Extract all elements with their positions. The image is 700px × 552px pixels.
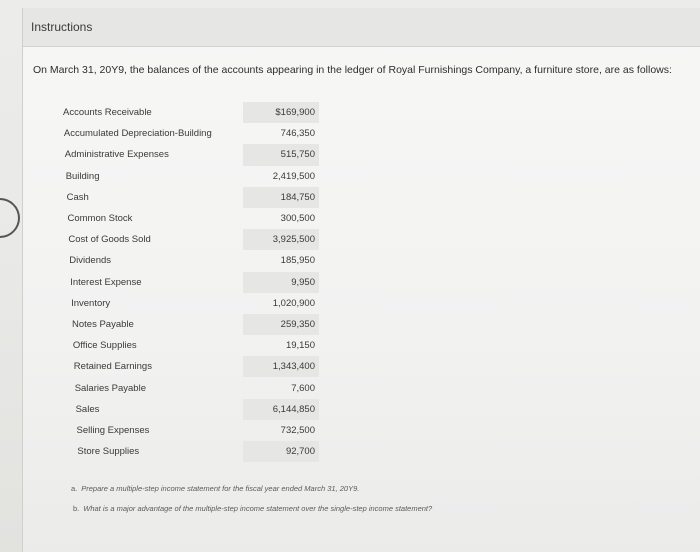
account-name: Retained Earnings	[73, 361, 152, 373]
account-name: Interest Expense	[70, 276, 142, 288]
account-value-cell	[243, 102, 319, 123]
account-name: Administrative Expenses	[64, 149, 169, 161]
account-row	[63, 102, 323, 123]
account-value: 7,600	[291, 382, 315, 394]
account-row	[63, 420, 323, 441]
account-value: 92,700	[285, 446, 315, 458]
question-item	[71, 498, 671, 518]
account-row	[63, 229, 323, 250]
account-value: 732,500	[280, 424, 315, 436]
account-value: 1,343,400	[272, 361, 315, 373]
account-name: Accounts Receivable	[63, 107, 152, 119]
account-row	[63, 166, 323, 187]
account-row	[63, 314, 323, 335]
account-value: 746,350	[280, 128, 315, 140]
account-row	[63, 272, 323, 293]
account-value-cell	[243, 293, 319, 314]
account-value: 3,925,500	[272, 234, 315, 246]
account-value-cell	[243, 356, 319, 377]
account-value-cell	[243, 441, 319, 462]
question-text: Prepare a multiple-step income statement for the fiscal year ended March 31, 20Y9.	[81, 483, 360, 493]
account-name: Dividends	[69, 255, 112, 267]
instructions-title: Instructions	[31, 20, 93, 34]
account-name: Selling Expenses	[76, 424, 150, 436]
account-value: 2,419,500	[272, 170, 315, 182]
account-value-cell	[243, 272, 319, 293]
question-text: What is a major advantage of the multiple-step income statement over the single-step income statement?	[83, 503, 433, 513]
account-row	[63, 187, 323, 208]
account-value: 515,750	[280, 149, 315, 161]
account-name: Inventory	[71, 297, 111, 309]
account-value-cell	[243, 399, 319, 420]
account-name: Salaries Payable	[74, 382, 146, 394]
account-value: 185,950	[280, 255, 315, 267]
account-value-cell	[243, 420, 319, 441]
question-letter: b.	[73, 503, 80, 513]
account-row	[63, 441, 323, 462]
account-value-cell	[243, 377, 319, 398]
instructions-panel	[22, 8, 700, 552]
account-value-cell	[243, 208, 319, 229]
account-row	[63, 250, 323, 271]
account-row	[63, 293, 323, 314]
account-value: 184,750	[280, 191, 315, 203]
account-name: Sales	[75, 403, 100, 415]
account-value: $169,900	[275, 107, 315, 119]
account-value-cell	[243, 314, 319, 335]
account-value-cell	[243, 166, 319, 187]
account-name: Building	[65, 170, 100, 182]
account-value: 300,500	[280, 213, 315, 225]
account-value-cell	[243, 250, 319, 271]
account-name: Cash	[66, 191, 89, 203]
account-row	[63, 377, 323, 398]
account-value-cell	[243, 229, 319, 250]
account-row	[63, 335, 323, 356]
accounts-table	[63, 102, 323, 462]
account-row	[63, 144, 323, 165]
account-name: Accumulated Depreciation-Building	[63, 128, 212, 140]
account-row	[63, 123, 323, 144]
account-value-cell	[243, 144, 319, 165]
instructions-header	[23, 8, 700, 47]
account-value-cell	[243, 123, 319, 144]
account-value: 9,950	[291, 276, 315, 288]
account-value-cell	[243, 187, 319, 208]
account-name: Store Supplies	[77, 446, 140, 458]
account-value: 19,150	[285, 340, 315, 352]
account-row	[63, 356, 323, 377]
account-row	[63, 399, 323, 420]
account-name: Cost of Goods Sold	[68, 234, 151, 246]
account-value: 259,350	[280, 318, 315, 330]
question-item	[71, 478, 671, 498]
intro-text: On March 31, 20Y9, the balances of the accounts appearing in the ledger of Royal Furnishings Company, a furniture store, are as follows:	[33, 64, 672, 76]
question-letter: a.	[71, 483, 78, 493]
account-name: Notes Payable	[72, 318, 134, 330]
questions-list	[71, 478, 671, 518]
account-value-cell	[243, 335, 319, 356]
account-value: 1,020,900	[272, 297, 315, 309]
account-value: 6,144,850	[272, 403, 315, 415]
account-name: Office Supplies	[72, 340, 137, 352]
account-row	[63, 208, 323, 229]
account-name: Common Stock	[67, 213, 133, 225]
